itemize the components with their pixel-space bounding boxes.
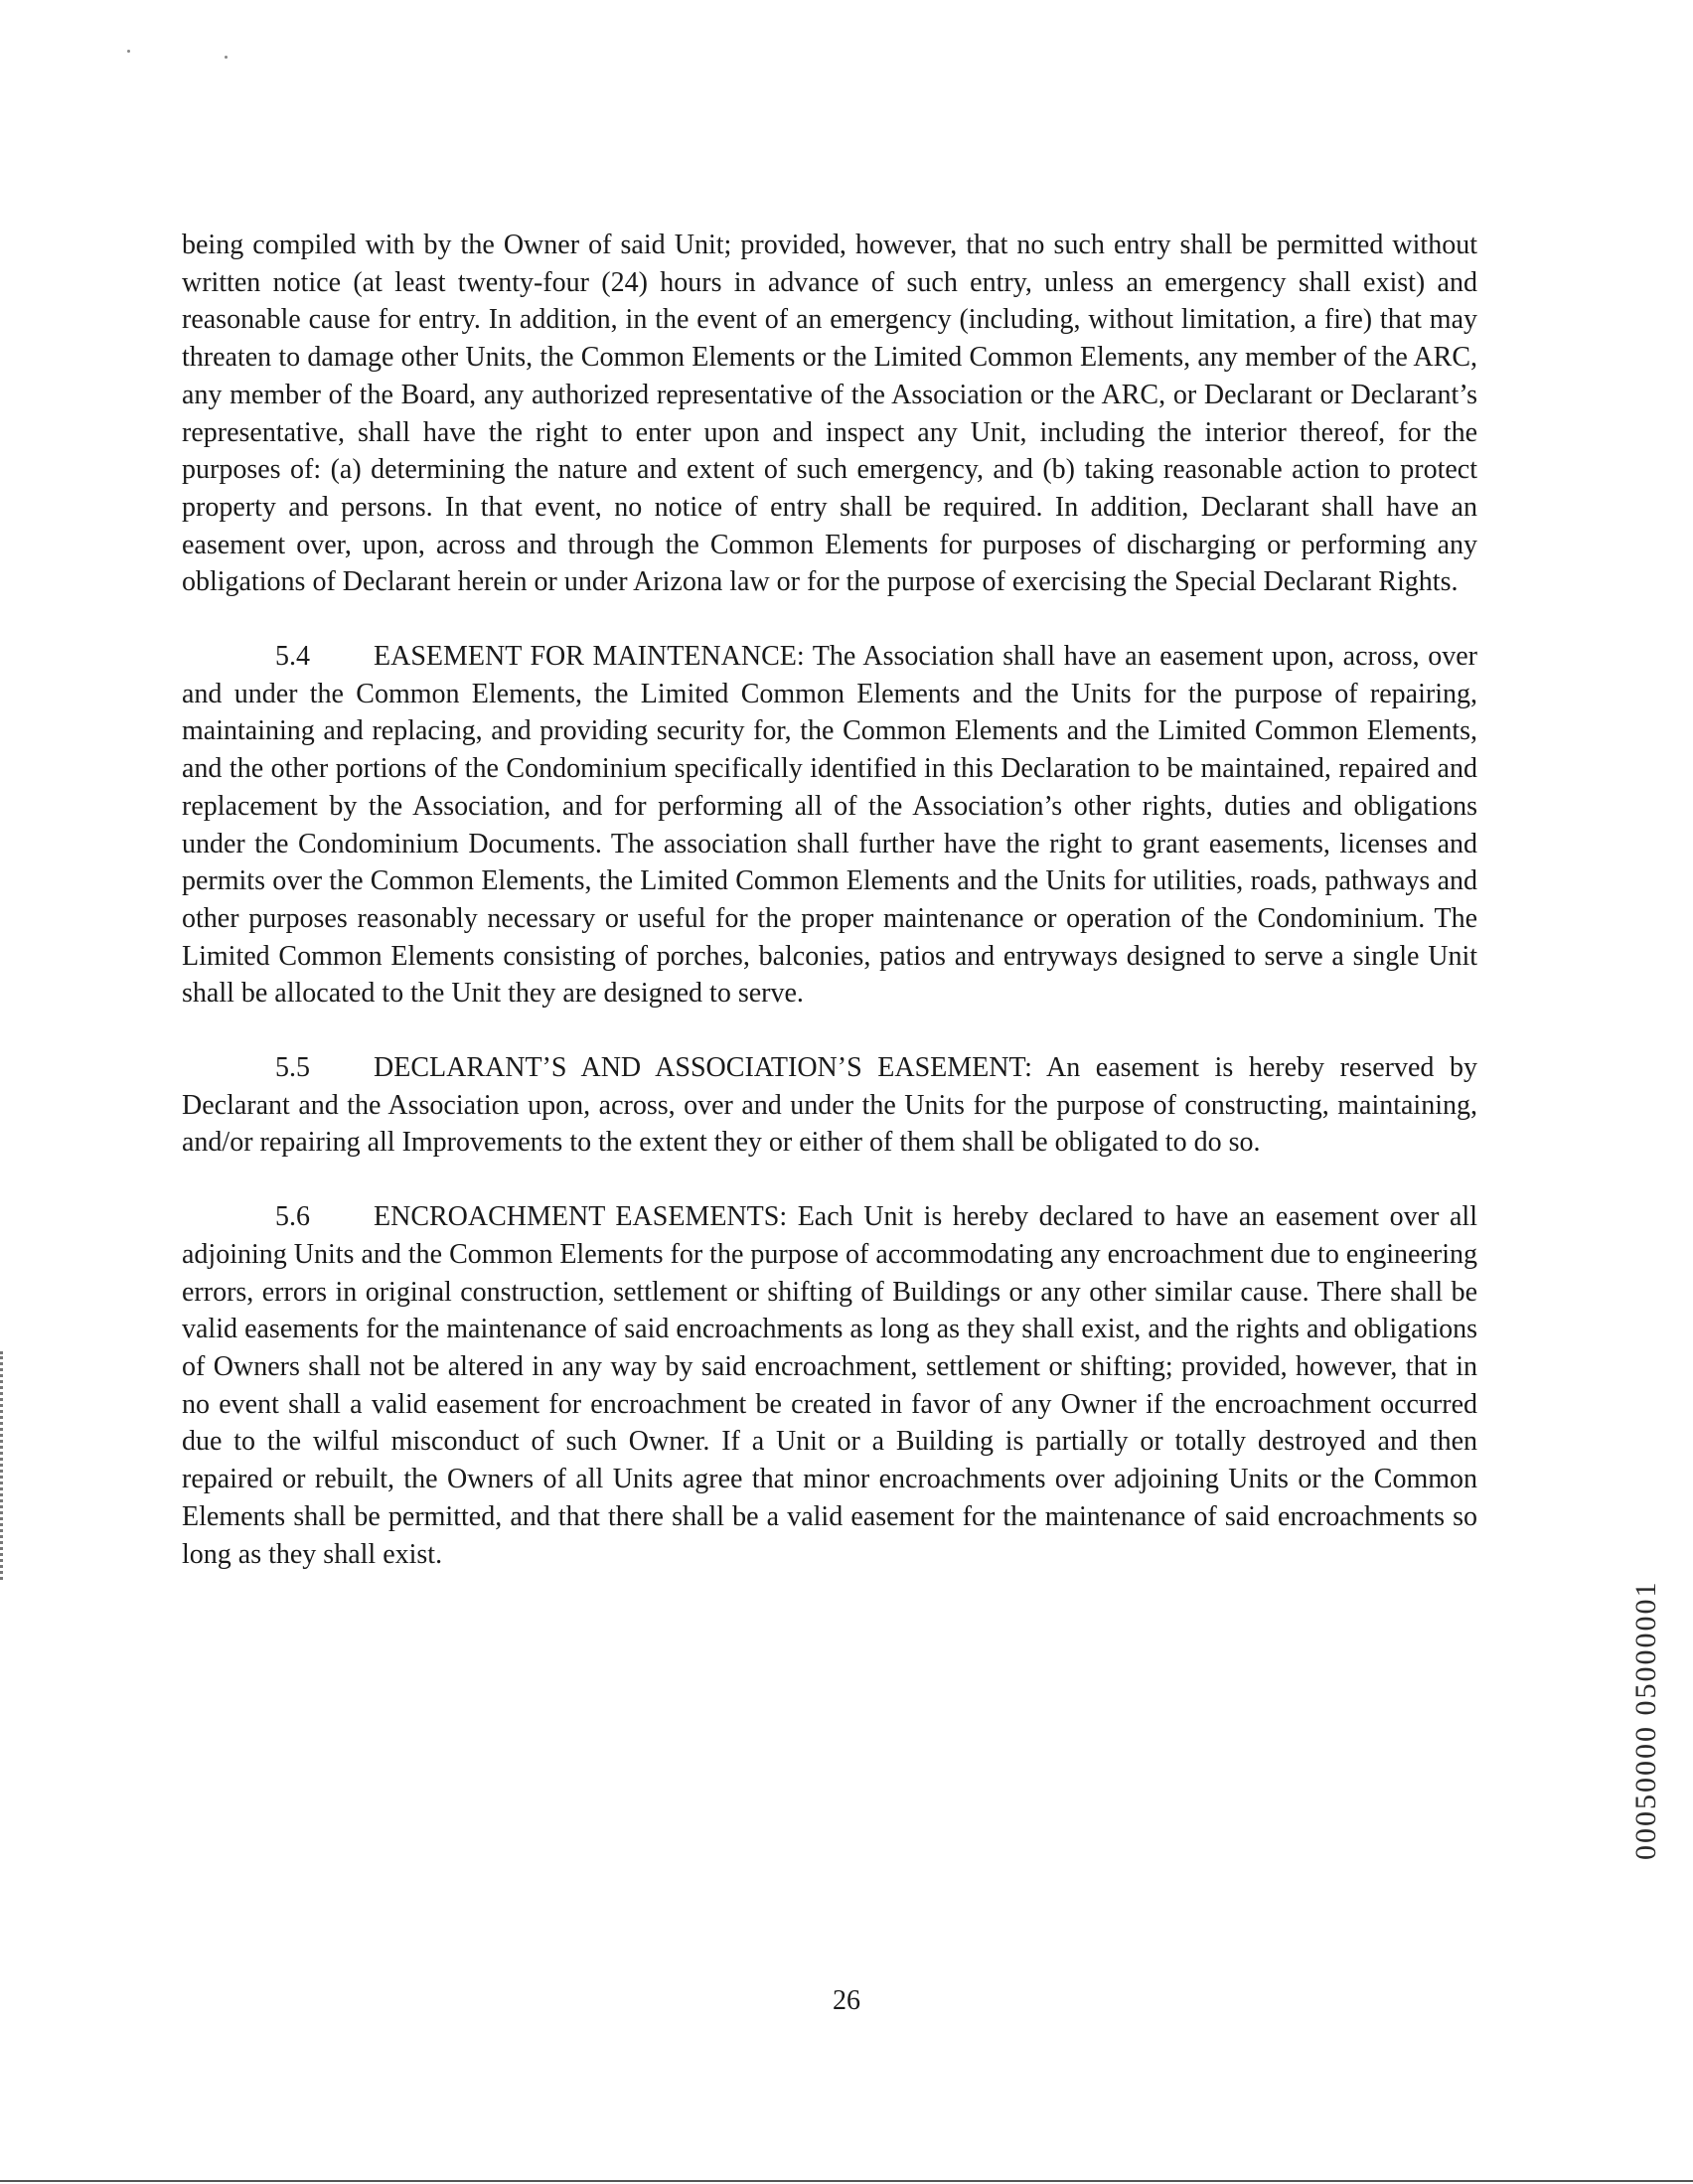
recording-stamp: 00050000 05000001 xyxy=(1629,1580,1662,1860)
scan-edge-mark xyxy=(0,1351,6,1580)
scan-speck xyxy=(225,56,228,59)
intro-paragraph: being compiled with by the Owner of said Unit; provided, however, that no such entry shall be permitted without written notice (at least twenty-four (24) hours in advance of such entry, unless an emergency shall exist) and reasonable cause for entry. In addition, in the event of an emergency (including, without limitation, a fire) that may threaten to damage other Units, the Common Elements or the Limited Common Elements, any member of the ARC, any member of the Board, any authorized representative of the Association or the ARC, or Declarant or Declarant’s representative, shall have the right to enter upon and inspect any Unit, including the interior thereof, for the purposes of: (a) determining the nature and extent of such emergency, and (b) taking reasonable action to protect property and persons. In that event, no notice of entry shall be required. In addition, Declarant shall have an easement over, upon, across and through the Common Elements for purposes of discharging or performing any obligations of Declarant herein or under Arizona law or for the purpose of exercising the Special Declarant Rights. xyxy=(182,230,1477,598)
scan-speck xyxy=(127,50,130,53)
body-text xyxy=(182,227,1477,1573)
section-5-5 xyxy=(182,1049,1477,1162)
section-number: 5.5 xyxy=(275,1052,310,1084)
scan-bottom-edge xyxy=(0,2180,1693,2182)
section-text: ENCROACHMENT EASEMENTS: Each Unit is hereby declared to have an easement over all adjoining Units and the Common Elements for the purpose of accommodating any encroachment due to engineering errors, errors in original construction, settlement or shifting of Buildings or any other similar cause. There shall be valid easements for the maintenance of said encroachments as long as they shall exist, and the rights and obligations of Owners shall not be altered in any way by said encroachment, settlement or shifting; provided, however, that in no event shall a valid easement for encroachment be created in favor of any Owner if the encroachment occurred due to the wilful misconduct of such Owner. If a Unit or a Building is partially or totally destroyed and then repaired or rebuilt, the Owners of all Units agree that minor encroachments over adjoining Units or the Common Elements shall be permitted, and that there shall be a valid easement for the maintenance of said encroachments so long as they shall exist. xyxy=(182,1201,1477,1570)
section-5-4 xyxy=(182,638,1477,1013)
section-text: DECLARANT’S AND ASSOCIATION’S EASEMENT: An easement is hereby reserved by Declarant and the Association upon, across, over and under the Units for the purpose of constructing, maintaining, and/or repairing all Improvements to the extent they or either of them shall be obligated to do so. xyxy=(182,1052,1477,1159)
section-text: EASEMENT FOR MAINTENANCE: The Association shall have an easement upon, across, over and under the Common Elements, the Limited Common Elements and the Units for the purpose of repairing, maintaining and replacing, and providing security for, the Common Elements and the Limited Common Elements, and the other portions of the Condominium specifically identified in this Declaration to be maintained, repaired and replacement by the Association, and for performing all of the Association’s other rights, duties and obligations under the Condominium Documents. The association shall further have the right to grant easements, licenses and permits over the Common Elements, the Limited Common Elements and the Units for utilities, roads, pathways and other purposes reasonably necessary or useful for the proper maintenance or operation of the Condominium. The Limited Common Elements consisting of porches, balconies, patios and entryways designed to serve a single Unit shall be allocated to the Unit they are designed to serve. xyxy=(182,641,1477,1010)
section-5-6 xyxy=(182,1198,1477,1573)
section-number: 5.4 xyxy=(275,641,310,673)
page-number: 26 xyxy=(833,1985,860,2016)
section-number: 5.6 xyxy=(275,1201,310,1233)
